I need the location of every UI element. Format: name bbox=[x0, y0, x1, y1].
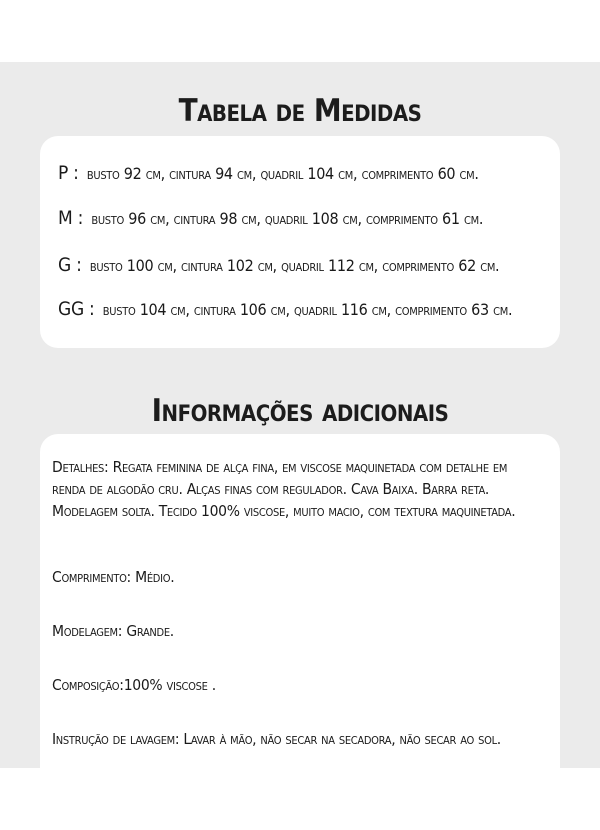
length-text: Comprimento: Médio. bbox=[52, 568, 175, 586]
size-measurements: busto 100 cm, cintura 102 cm, quadril 112 cm, comprimento 62 cm. bbox=[89, 256, 500, 275]
fit-text: Modelagem: Grande. bbox=[52, 622, 174, 640]
size-row-p bbox=[58, 162, 479, 184]
additional-info-title: Informações adicionais bbox=[151, 393, 449, 429]
size-table-title: Tabela de Medidas bbox=[178, 93, 422, 129]
size-table-card bbox=[40, 136, 560, 348]
additional-info-card bbox=[40, 434, 560, 768]
size-row-g bbox=[58, 254, 499, 276]
size-code: P : bbox=[58, 162, 79, 184]
size-measurements: busto 104 cm, cintura 106 cm, quadril 116 cm, comprimento 63 cm. bbox=[102, 300, 513, 319]
size-code: GG : bbox=[58, 298, 95, 320]
composition-text: Composição:100% viscose . bbox=[52, 676, 216, 694]
size-code: G : bbox=[58, 254, 82, 276]
details-text: Detalhes: Regata feminina de alça fina, em viscose maquinetada com detalhe em renda de algodão cru. Alças finas com regulador. Cava Baixa. Barra reta. Modelagem solta. Tecido 100% viscose, muito macio, com textura maquinetada. bbox=[52, 458, 516, 520]
size-code: M : bbox=[58, 207, 84, 229]
size-row-gg bbox=[58, 298, 512, 320]
size-measurements: busto 96 cm, cintura 98 cm, quadril 108 cm, comprimento 61 cm. bbox=[91, 209, 484, 228]
size-row-m bbox=[58, 207, 483, 229]
washing-text: Instrução de lavagem: Lavar à mão, não secar na secadora, não secar ao sol. bbox=[52, 730, 501, 748]
size-measurements: busto 92 cm, cintura 94 cm, quadril 104 cm, comprimento 60 cm. bbox=[86, 164, 479, 183]
